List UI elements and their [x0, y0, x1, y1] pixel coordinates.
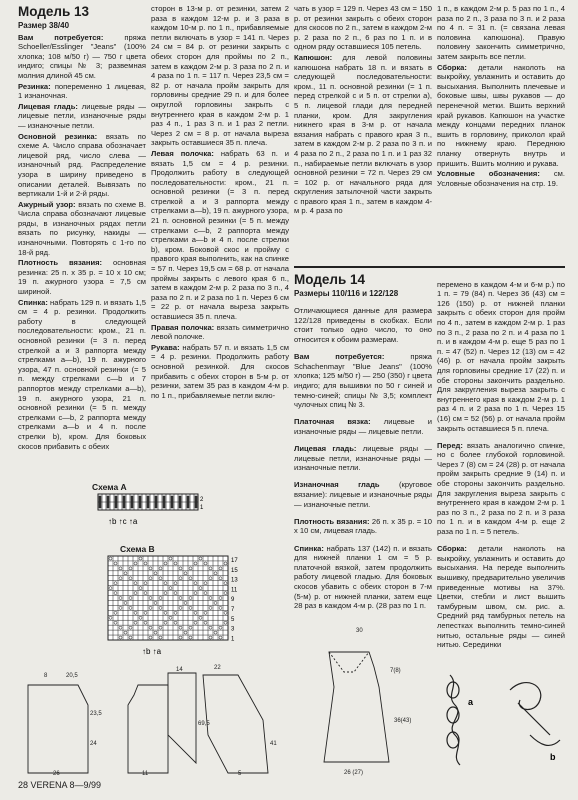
- label: Рукава:: [151, 342, 180, 352]
- text: вязать по схеме А. Число справа обозначает лицевой ряд, число слева — изнаночный ряд. Распределение узора в ширину приведено в описании деталей. Вывязать по вертикали 1-й и 2-й ряды.: [18, 131, 146, 199]
- label: Вам потребуется:: [18, 32, 104, 42]
- stitch-symbol: [147, 496, 149, 508]
- front-pattern-piece: [324, 652, 389, 762]
- label: Платочная вязка:: [294, 417, 371, 427]
- paragraph: [18, 200, 146, 258]
- text: для левой половины капюшона набрать 18 п. и вязать в следующей последовательности: кром., 11 п. основной резинки (= 1 п. перед стрелкой с и 5 п. от стрелки а), 5 п. лицевой глади для передней планки, кром. Для закругления нижнего края в 3-м р. от начала вязания набрать с правого края 3 п., затем в каждом 2-м р. 2 раза по 3 п. и 4 раза по 2 п., 2 раза по 1 п. и 1 раз 32 п., набираемые петли включать в узор основной резинки = 72 п. Через 29 см = 102 р. от начального ряда для скругления затылочной части закрыть с правого края 1 п., затем в каждом 4-м р. 4 раза по: [294, 52, 432, 216]
- text: попеременно 1 лицевая, 1 изнаночная.: [18, 81, 146, 101]
- column-1: [18, 4, 146, 474]
- text: набрать 129 п. и вязать 1,5 см = 4 р. резинки. Продолжить работу в следующей последовательности: кром., 21 п. основной резинки (= 3 п. перед стрелкой а и 3 раппорта между стрелками а—b), 19 п. ажурного узора, 47 п. основной резинки (= 5 п. между стрелками с—b и 7 раппортов между стрелками а—b), 19 п. ажурного узора, 21 п. основной резинки (= 5 п. между стрелками с—b, 2 раппорта между стрелками а—b и 4 п. после стрелки b), кром. Для боковых скосов прибавить с обеих: [18, 297, 146, 451]
- model-13-patterns: [18, 665, 293, 777]
- paragraph: [294, 417, 432, 436]
- text: детали наколоть на выкройку, увлажнить и оставить до высыхания. Выполнить плечевые и боковые швы, швы рукавов — до перенечной метки. Вшить верхний край рукавов. Капюшон на участке между концами передних планок вшить в горловину, приколол край по нижнему краю. Переднюю планку отвернуть внутрь и пришить. Вшить молнию и рукава.: [437, 62, 565, 168]
- label: Плотность вязания:: [294, 516, 370, 526]
- row-number: 1: [231, 636, 235, 643]
- embroidery-figures: [440, 665, 570, 780]
- label: Спинка:: [18, 297, 48, 307]
- row-number: 15: [231, 567, 238, 574]
- dimension-label: 24: [90, 741, 97, 747]
- model-14-sizes: Размеры 110/116 и 122/128: [294, 289, 399, 298]
- embroidery-loop-illustration: [510, 683, 541, 710]
- label: Спинка:: [294, 543, 324, 553]
- paragraph: [294, 544, 432, 611]
- figure-a-label: a: [468, 697, 474, 707]
- paragraph: [18, 33, 146, 81]
- model-13-title: Модель 13: [18, 4, 90, 19]
- label: Вам потребуется:: [294, 352, 385, 362]
- dimension-label: 22: [214, 665, 221, 671]
- dimension-label: 69,5: [198, 721, 210, 727]
- paragraph: [18, 132, 146, 199]
- column-2: [151, 4, 289, 474]
- neckline-line: [329, 652, 369, 672]
- row-number: 2: [200, 497, 204, 503]
- stitch-symbol: [99, 496, 101, 508]
- text: лицевые ряды — лицевые петли, изнаночные ряды — изнаночные петли.: [18, 101, 146, 130]
- paragraph: [151, 149, 289, 322]
- label: Резинка:: [18, 81, 51, 91]
- row-number: 9: [231, 597, 235, 604]
- scheme-a-arrows: ↑b ↑c ↑a: [108, 517, 138, 526]
- model-13-size: Размер 38/40: [18, 21, 70, 30]
- model-14-column: [294, 272, 432, 612]
- text: 26 п. х 35 р. = 10 х 10 см, лицевая гладь.: [294, 516, 432, 536]
- scheme-b-arrows: ↑b ↑a: [142, 647, 162, 656]
- paragraph: [437, 169, 565, 188]
- text: лицевые ряды — лицевые петли, изнаночные ряды — изнаночные петли.: [294, 444, 432, 473]
- dimension-label: 20,5: [66, 673, 78, 679]
- column-3: [294, 4, 432, 266]
- model-14-column-right: [437, 272, 565, 650]
- paragraph: 1 п., в каждом 2-м р. 5 раз по 1 п., 4 раза по 2 п., 3 раза по 3 п. и 2 раза по 4 п. = 31 п. (= связана левая половина капюшона). Правую половину закончить симметрично, затем закрыть все петли.: [437, 4, 565, 61]
- dimension-label: 26: [53, 771, 60, 777]
- text: вязать симметрично левой полочке.: [151, 322, 289, 342]
- hood-pattern-piece: [168, 673, 196, 763]
- label: Плотность вязания:: [18, 258, 103, 268]
- text: пряжа Schachenmayr "Blue Jeans" (100% хлопка; 125 м/50 г) — 250 (350) г цвета индиго; для вышивки по 50 г синей и темно-синей; спицы № 3,5; комплект чулочных спиц № 3.: [294, 352, 432, 410]
- text: набрать 137 (142) п. и вязать для нижней планки 1 см = 5 р. платочной вязкой, затем продолжить работу лицевой гладью. Для боковых скосов убавить с обеих сторон в 7-м (5-м) р. от нижней планки, затем еще 28 раз в каждом 4-м р. (28 раз по 1 п.: [294, 543, 432, 611]
- scheme-a-label: Схема А: [92, 482, 127, 492]
- paragraph: [18, 298, 146, 452]
- model-14-title: Модель 14: [294, 272, 366, 287]
- paragraph: [294, 53, 432, 216]
- paragraph: [437, 441, 565, 537]
- row-number: 3: [231, 626, 235, 633]
- dimension-label: 36(43): [394, 718, 412, 724]
- stitch-symbol: [171, 496, 173, 508]
- dimension-label: 5: [238, 771, 242, 777]
- sleeve-pattern-piece: [203, 675, 268, 773]
- text: лицевые и изнаночные ряды — лицевые петли.: [294, 417, 432, 436]
- paragraph: [294, 517, 432, 536]
- row-number: 17: [231, 558, 238, 564]
- row-number: 7: [231, 607, 235, 613]
- paragraph: [18, 82, 146, 101]
- label: Сборка:: [437, 544, 467, 554]
- dimension-label: 8: [44, 673, 48, 679]
- dimension-label: 30: [356, 628, 363, 634]
- stitch-symbol: [187, 496, 189, 508]
- stitch-symbol: [123, 496, 125, 508]
- scheme-b-chart: [108, 556, 248, 661]
- text: основная резинка: 25 п. х 35 р. = 10 х 10 см; 19 п. ажурного узора = 7,5 см шириной.: [18, 258, 146, 297]
- label: Лицевая гладь:: [294, 444, 357, 454]
- stitch-symbol: [195, 496, 197, 508]
- scheme-a-chart: [98, 494, 218, 534]
- label: Лицевая гладь:: [18, 101, 78, 111]
- text: набрать 63 п. и вязать 1,5 см = 4 р. резинки. Продолжить работу в следующей последовательности: кром., 21 п. основной резинки (= 3 п. перед стрелкой а и 3 раппорта между стрелками а—b), 19 п. ажурного узора, 21 п. основной резинки (= 5 п. между стрелками с—b, 2 раппорта между стрелками а—b и 4 п. после стрелки b), кром. Боковой скос и пройму с правого края выполнить, как на спинке = 57 п. Через 19,5 см = 68 р. от начала проймы закрыть с левого края 6 п., затем в каждом 2-м р. 2 раза по 3 п., 4 раза по 2 п. и 2 раза по 1 п. Через 6 см = 22 р. от начала выреза закрыть оставшиеся 35 п. плеча.: [151, 148, 289, 321]
- dimension-label: 41: [270, 741, 277, 747]
- dimension-label: 7(8): [390, 668, 401, 674]
- label: Ажурный узор:: [18, 199, 76, 209]
- paragraph: [437, 544, 565, 650]
- paragraph: Отличающиеся данные для размера 122/128 приведены в скобках. Если стоит только одно число, то оно относится к обоим размерам.: [294, 306, 432, 344]
- label: Условные обозначения:: [437, 169, 540, 179]
- stitch-symbol: [179, 496, 181, 508]
- row-number: 5: [231, 616, 235, 623]
- paragraph: [18, 258, 146, 296]
- paragraph: [294, 444, 432, 473]
- label: Изнаночная гладь: [294, 480, 380, 490]
- stitch-symbol: [107, 496, 109, 508]
- page-footer: 28 VERENA 8—9/99: [18, 780, 102, 790]
- front-pattern-piece: [128, 685, 168, 773]
- stitch-symbol: [139, 496, 141, 508]
- paragraph: [437, 63, 565, 169]
- label: Левая полочка:: [151, 148, 214, 158]
- column-4: [437, 4, 565, 266]
- text: вязать аналогично спинке, но с более глубокой горловиной. Через 7 (8) см = 24 (28) р. от начала пройм закрыть средние 9 (14) п. и обе стороны закончить раздельно. Для закругления выреза закрыть с внутреннего края в каждом 2-м р. 1 раз по 3 п., 2 раза по 2 п. и 3 раза по 1 п. и в каждом 4-м р. еще 2 раза по 1 п. = 5 петель.: [437, 440, 565, 537]
- paragraph: [18, 102, 146, 131]
- stitch-symbol: [115, 496, 117, 508]
- label: Перед:: [437, 440, 463, 450]
- dimension-label: 26 (27): [344, 770, 364, 776]
- row-number: 13: [231, 577, 238, 584]
- scheme-b-label: Схема В: [120, 544, 155, 554]
- model-14-patterns: [294, 612, 454, 782]
- label: Правая полочка:: [151, 322, 215, 332]
- paragraph: [151, 343, 289, 401]
- paragraph: сторон в 13-м р. от резинки, затем 2 раза в каждом 12-м р. и 3 раза в каждом 10-м р. по 1 п., прибавляемые петли включать в узор = 141 п. Через 24 см = 84 р. от резинки закрыть с обеих сторон для проймы по 2 п., затем в каждом 2-м р. 3 раза по 2 п. и 4 раза по 1 п. = 117 п. Через 23,5 см = 82 р. от начала пройм закрыть для горловины средние 29 п. и для более округлой горловины закрыть с внутреннего края в каждом 2-м р. 1 раз 4 п., 1 раз 3 п. и 1 раз 2 петли. Через 2 см = 8 р. от начала выреза закрыть оставшиеся 35 п. плеча.: [151, 4, 289, 148]
- label: Сборка:: [437, 62, 467, 72]
- row-number: 11: [231, 587, 238, 594]
- paragraph: [151, 323, 289, 342]
- text: вязать по схеме В. Числа справа обозначают лицевые ряды, в изнаночных рядах петли вязать по рисунку, накиды — изнаночными. Повторять с 1-го по 18-й ряд.: [18, 199, 146, 257]
- paragraph: перемено в каждом 4-м и 6-м р.) по 1 п. = 79 (84) п. Через 36 (43) см = 126 (150) р. от нижней планки закрыть с обеих сторон для пройм по 4 п., затем в каждом 2-м р. 1 раз по 3 п., 2 раза по 2 п. и 4 раза по 1 п. и в каждом 4-м р. еще 5 раз по 1 п. = 47 (52) п. Через 12 (13) см = 42 (46) р. от начала пройм закрыть для горловины средние 17 (22) п. и обе стороны закончить раздельно. Для закругления выреза закрыть с внутреннего края в каждом 2-м р. 1 раз 4 п. и 2 раза по 1 п. Через 15 (16) см = 52 (56) р. от начала пройм закрыть оставшиеся 5 п. плеча.: [437, 279, 565, 433]
- row-number: 1: [200, 505, 204, 511]
- text: детали наколоть на выкройку, увлажнить и оставить до высыхания. На переде выполнить вышивку, предварительно увеличив приведенные мотивы на 37%. Цветки, стебли и лист вышить тамбурным швом, см. рис. а. Средний ряд тамбурных петель на лепестках выполнить темно-синей нитью, остальные ряды — синей нитью. Серединки: [437, 544, 565, 650]
- section-divider: [294, 266, 565, 268]
- stitch-symbol: [163, 496, 165, 508]
- stitch-symbol: [155, 496, 157, 508]
- text: набрать 57 п. и вязать 1,5 см = 4 р. резинки. Продолжить работу основной резинкой. Для скосов прибавить с обеих сторон в 5-м р. от резинки, затем 35 раз в каждом 4-м р. по 1 п., прибавляемые петли вклю-: [151, 342, 289, 400]
- label: Капюшон:: [294, 52, 333, 62]
- paragraph: [294, 352, 432, 410]
- stitch-symbol: [131, 496, 133, 508]
- dimension-label: 23,5: [90, 711, 102, 717]
- paragraph: [294, 480, 432, 509]
- back-pattern-piece: [28, 685, 88, 773]
- dimension-label: 14: [176, 667, 183, 673]
- text: пряжа Schoeller/Esslinger "Jeans" (100% хлопка; 108 м/50 г) — 750 г цвета индиго; спицы № 3; развемная молния длиной 45 см.: [18, 32, 146, 80]
- figure-b-label: b: [550, 752, 556, 762]
- label: Основной резинка:: [18, 131, 98, 141]
- text: (круговое вязание): лицевые и изнаночные ряды — изнаночные петли.: [294, 480, 432, 509]
- paragraph: чать в узор = 129 п. Через 43 см = 150 р. от резинки закрыть с обеих сторон для скосов по 2 п., затем в каждом 2-м р. 2 раза по 2 п., 6 раз по 1 п. и в одном ряду оставшиеся 105 петель.: [294, 4, 432, 52]
- dimension-label: 11: [142, 771, 149, 777]
- text: см. Условные обозначения на стр. 19.: [437, 169, 565, 188]
